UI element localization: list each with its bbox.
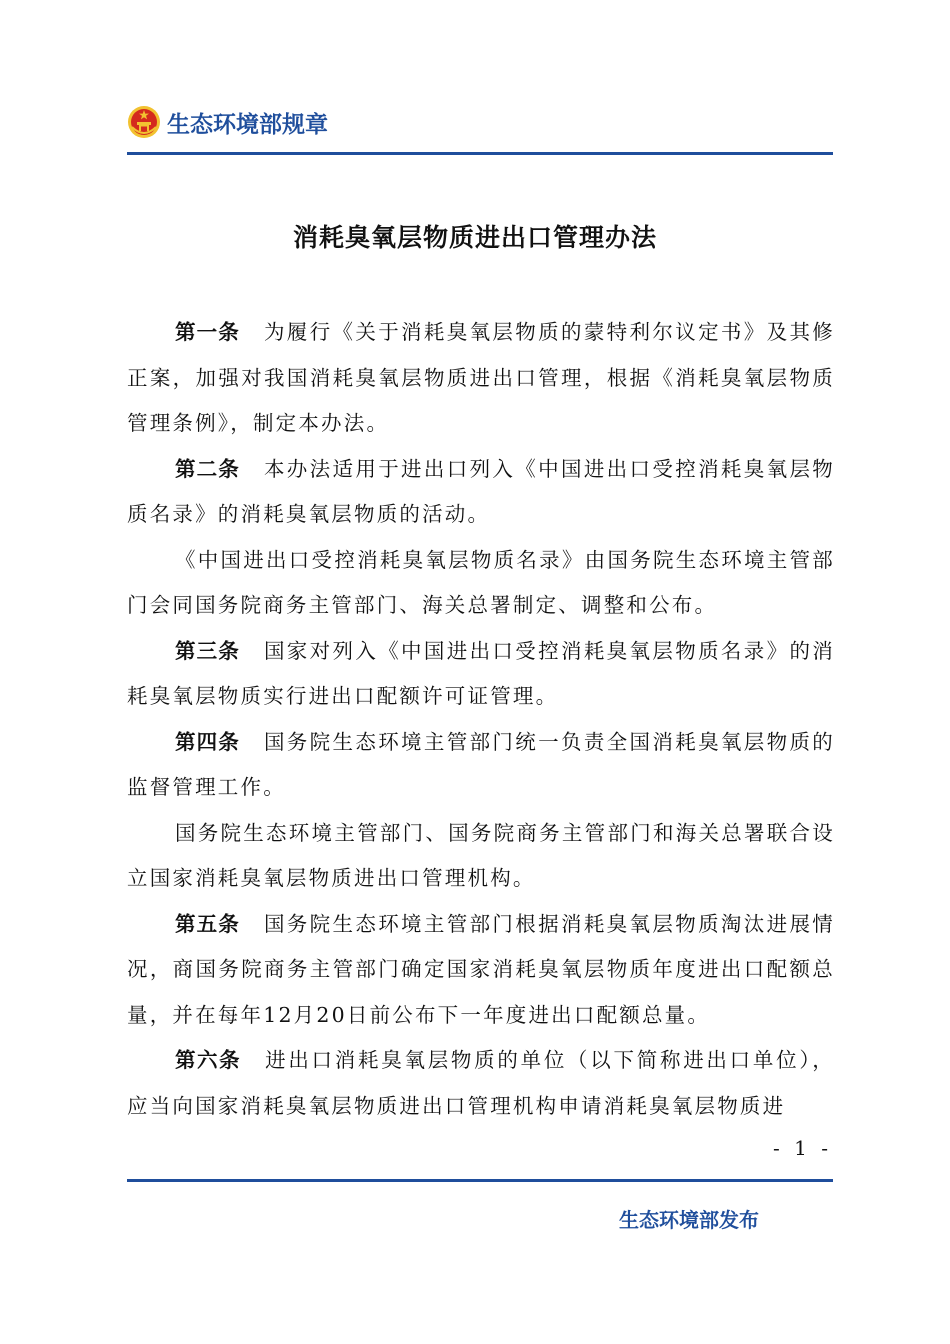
article-label: 第六条 (175, 1048, 242, 1072)
paragraph-text: 为履行《关于消耗臭氧层物质的蒙特利尔议定书》及其修正案，加强对我国消耗臭氧层物质进出口管理，根据《消耗臭氧层物质管理条例》，制定本办法。 (127, 320, 836, 435)
document-title: 消耗臭氧层物质进出口管理办法 (292, 223, 657, 252)
article-label: 第一条 (175, 320, 240, 344)
page-header (127, 100, 328, 144)
paragraph (127, 1038, 835, 1129)
paragraph (127, 538, 835, 629)
paragraph (127, 629, 835, 720)
header-divider (127, 152, 833, 155)
national-emblem-icon (127, 105, 161, 139)
paragraph-text: 国务院生态环境主管部门根据消耗臭氧层物质淘汰进展情况，商国务院商务主管部门确定国家消耗臭氧层物质年度进出口配额总量，并在每年12月20日前公布下一年度进出口配额总量。 (127, 911, 836, 1027)
paragraph (127, 902, 835, 1039)
header-title: 生态环境部规章 (167, 111, 328, 138)
paragraph (127, 811, 835, 902)
paragraph-text: 国家对列入《中国进出口受控消耗臭氧层物质名录》的消耗臭氧层物质实行进出口配额许可证管理。 (127, 638, 836, 708)
paragraph-text: 《中国进出口受控消耗臭氧层物质名录》由国务院生态环境主管部门会同国务院商务主管部门、海关总署制定、调整和公布。 (127, 547, 835, 617)
paragraph (127, 720, 835, 811)
paragraph-text: 本办法适用于进出口列入《中国进出口受控消耗臭氧层物质名录》的消耗臭氧层物质的活动。 (127, 456, 836, 526)
article-label: 第四条 (175, 729, 240, 754)
article-label: 第三条 (175, 638, 240, 663)
footer-divider (127, 1179, 833, 1182)
footer-publisher: 生态环境部发布 (619, 1208, 759, 1232)
paragraph-text: 国务院生态环境主管部门、国务院商务主管部门和海关总署联合设立国家消耗臭氧层物质进出口管理机构。 (127, 820, 835, 890)
document-body (127, 310, 835, 1129)
paragraph (127, 310, 835, 447)
article-label: 第五条 (175, 911, 240, 936)
paragraph (127, 447, 835, 538)
paragraph-text: 国务院生态环境主管部门统一负责全国消耗臭氧层物质的监督管理工作。 (127, 729, 836, 799)
page-number: - 1 - (773, 1136, 832, 1160)
article-label: 第二条 (175, 456, 240, 481)
paragraph-text: 进出口消耗臭氧层物质的单位（以下简称进出口单位），应当向国家消耗臭氧层物质进出口管理机构申请消耗臭氧层物质进 (127, 1048, 836, 1118)
